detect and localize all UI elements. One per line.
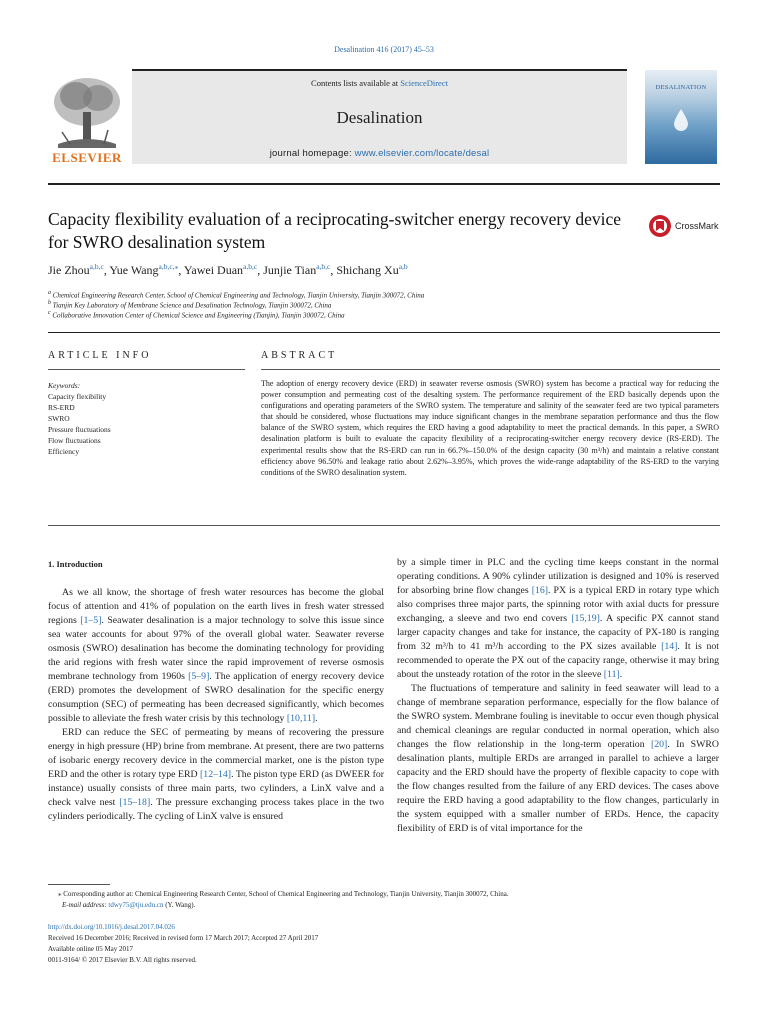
info-rule (48, 369, 245, 370)
footnote (48, 889, 728, 911)
affiliation-line (48, 310, 728, 319)
journal-reference-link[interactable]: Desalination 416 (2017) 45–53 (334, 45, 434, 54)
abstract-bottom-rule (48, 525, 720, 526)
available-online: Available online 05 May 2017 (48, 945, 134, 953)
citation-link[interactable]: [16] (531, 585, 549, 596)
body-text: The fluctuations of temperature and salinity in feed seawater will lead to a change of membrane separation performance, especially for the flow balance of the SWRO system. Membrane fouling is inevitable to occur even though physical and chemical cleanings are regular conducted in normal operation, which also changes the flow relationship in the long-term operation (397, 683, 719, 750)
keyword-item: RS-ERD (48, 403, 75, 412)
citation-link[interactable]: [10,11] (286, 713, 316, 724)
author-name[interactable]: Yawei Duan (183, 263, 244, 277)
body-text: . A specific PX cannot stand larger capacity changes and take for instance, the capacity of PX-180 is ranging from 32 m³/h to 41 m³/h according to the PX sizes available (397, 613, 719, 652)
affiliation-text: Collaborative Innovation Center of Chemical Science and Engineering (Tianjin), Tianjin 300072, China (52, 311, 345, 320)
citation-link[interactable]: [1–5] (80, 615, 102, 626)
affiliation-text: Chemical Engineering Research Center, School of Chemical Engineering and Technology, Tianjin University, Tianjin 300072, China (52, 291, 425, 300)
contents-line (132, 78, 627, 88)
crossmark-icon[interactable] (648, 214, 672, 238)
body-text: . In SWRO desalination plants, multiple ERDs are arranged in parallel to achieve a larger capacity and the ERD should have the property of flexible capacity to cope with the flow changes resulted from the failure of any ERD devices. The cases above require the ERD having a good adaptability to the flow changes, particularly in the system equipped with a smaller number of ERDs. Hence, the capacity flexibility of ERD is of vital importance for the (397, 739, 719, 834)
affiliation-line (48, 300, 728, 309)
keywords-block (48, 380, 243, 457)
body-column-left (48, 586, 384, 824)
body-text: . It is not recommended to operate the PX out of the capacity range, otherwise it may bring about the unsteady rotation of the rotor in the sleeve (397, 641, 719, 680)
received-dates: Received 16 December 2016; Received in revised form 17 March 2017; Accepted 27 April 2017 (48, 934, 319, 942)
footnote-text: Corresponding author at: Chemical Engineering Research Center, School of Chemical Engineering and Technology, Tianjin University, Tianjin 300072, China. (63, 890, 509, 898)
water-drop-icon (672, 108, 690, 132)
keyword-item: Capacity flexibility (48, 392, 107, 401)
header-bottom-rule (48, 183, 720, 185)
section-heading: 1. Introduction (48, 559, 103, 569)
keyword-item: SWRO (48, 414, 70, 423)
article-footer (48, 922, 728, 966)
citation-link[interactable]: [15–18] (119, 797, 151, 808)
body-text: . The application of energy recovery device (ERD) promotes the development of SWRO desalination for the specific energy consumption (SEC) of permeating has been decreased significantly, which becomes possible to alleviate the fresh water crisis by this technology (48, 671, 384, 724)
body-text: . Seawater desalination is a major technology to solve this issue since sea water accounts for about 97% of the overall global water. Seawater reverse osmosis (SWRO) desalination has become the dominating technology for providing the arid regions with fresh water since the rapid improvement of reverse osmosis membrane technology from 1960s (48, 615, 384, 682)
journal-name: Desalination (336, 108, 423, 127)
author-name[interactable]: Shichang Xu (336, 263, 399, 277)
cover-title: DESALINATION (655, 84, 707, 91)
footnote-mark: ⁎ (58, 890, 62, 898)
citation-link[interactable]: [12–14] (200, 769, 232, 780)
email-suffix: (Y. Wang). (163, 901, 196, 909)
corresponding-author-note (48, 889, 728, 900)
article-title: Capacity flexibility evaluation of a reciprocating-switcher energy recovery device for SWRO desalination system (48, 209, 622, 252)
citation-link[interactable]: [15,19] (571, 613, 600, 624)
author-affiliation-marks[interactable]: a,b,c (89, 262, 104, 271)
body-paragraph (397, 556, 719, 682)
sciencedirect-link[interactable]: ScienceDirect (400, 78, 448, 88)
email-link[interactable]: tdwy75@tju.edu.cn (108, 901, 164, 909)
author-list (48, 262, 728, 278)
author-affiliation-marks[interactable]: a,b (398, 262, 408, 271)
body-paragraph (397, 682, 719, 836)
affiliation-mark: b (48, 300, 51, 306)
body-column-right (397, 556, 719, 836)
body-text: As we all know, the shortage of fresh water resources has become the global focus of attention and 41% of population on the earth lives in fresh water stressed regions (48, 587, 384, 626)
body-text: . The pressure exchanging process takes place in the two cylinders periodically. The cycling of LinX valve is ensured (48, 797, 385, 822)
body-text: ERD can reduce the SEC of permeating by means of recovering the pressure energy in high pressure (HP) brine from membrane. At present, there are two patterns of isobaric energy recovery device in the commercial market, one is the piston type ERD and the other is rotary type ERD (48, 727, 384, 780)
affiliation-line (48, 290, 728, 299)
abstract-text: The adoption of energy recovery device (ERD) in seawater reverse osmosis (SWRO) system has become a practical way for reducing the power consumption and permeating cost of the desalting system. The performance requirement of the ERD basically depends upon the configurations and operating parameters of the SWRO system. The temperature and salinity of the seawater feed are two typical parameters that should be considered, whose fluctuations may induce significant changes in the membrane separation performance and thus the flow balance of the SWRO system, which requires the ERD having a good adaptability to meet the practical demands. In this paper, a SWRO desalination platform is built to evaluate the capacity flexibility of a reciprocating-switcher energy recovery device (RS-ERD). The experimental results show that the RS-ERD can run in 66.7%–150.0% of the design capacity (30 m³/h) and maintain a relative constant efficiency above 96.50% and leakage ratio about 2.62%–3.95%, which proves the wide-range adaptability of the RS-ERD to the varying conditions of the SWRO desalination system. (261, 379, 719, 477)
body-text: . The piston type ERD (as DWEER for instance) usually consists of three main parts, two cylinders, a LinX valve and a check valve nest (48, 769, 384, 808)
affiliation-text: Tianjin Key Laboratory of Membrane Science and Desalination Technology, Tianjin 300072, China (52, 301, 332, 310)
author-affiliation-marks[interactable]: a,b,c (243, 262, 258, 271)
body-text: . PX is a typical ERD in rotary type which also comprises three major parts, the spinning rotor with axial ducts for pressure exchanging, a sleeve and two end covers (397, 585, 719, 624)
body-paragraph (48, 726, 384, 824)
homepage-link[interactable]: www.elsevier.com/locate/desal (354, 148, 490, 159)
keywords-label: Keywords: (48, 381, 81, 390)
author-separator: , (330, 263, 337, 277)
keyword-item: Flow fluctuations (48, 436, 101, 445)
author-separator: , (178, 263, 184, 277)
citation-link[interactable]: [11] (603, 669, 620, 680)
author-separator: , (257, 263, 264, 277)
author-affiliation-marks[interactable]: a,b,c (316, 262, 331, 271)
section-rule (48, 332, 720, 333)
article-info-heading: ARTICLE INFO (48, 350, 152, 361)
author-name[interactable]: Yue Wang (109, 263, 159, 277)
crossmark-label[interactable]: CrossMark (675, 221, 719, 231)
affiliation-mark: a (48, 290, 51, 296)
email-label: E-mail address: (62, 901, 109, 909)
author-name[interactable]: Jie Zhou (48, 263, 90, 277)
body-text: by a simple timer in PLC and the cycling time keeps constant in the normal operating conditions. A 90% cylinder utilization is designed and 10% is reserved for absorbing brine flow changes (397, 557, 719, 596)
keyword-item: Pressure fluctuations (48, 425, 111, 434)
abstract-heading: ABSTRACT (261, 350, 338, 361)
author-name[interactable]: Junjie Tian (263, 263, 317, 277)
affiliation-mark: c (48, 310, 51, 316)
footnote-rule (48, 884, 110, 885)
body-text: . (315, 713, 318, 724)
author-affiliation-marks[interactable]: a,b,c,⁎ (158, 262, 179, 271)
citation-link[interactable]: [20] (650, 739, 668, 750)
abstract-rule (261, 369, 720, 370)
body-paragraph (48, 586, 384, 726)
copyright-line: 0011-9164/ © 2017 Elsevier B.V. All rights reserved. (48, 956, 197, 964)
elsevier-wordmark: ELSEVIER (52, 150, 122, 165)
body-text: . (619, 669, 623, 680)
journal-homepage-line (132, 148, 627, 159)
doi-link[interactable]: http://dx.doi.org/10.1016/j.desal.2017.04.026 (48, 923, 175, 931)
email-line (48, 900, 728, 911)
homepage-label: journal homepage: (269, 148, 355, 159)
contents-prefix: Contents lists available at (311, 78, 401, 88)
header-top-rule (132, 69, 627, 71)
author-separator: , (103, 263, 110, 277)
keyword-item: Efficiency (48, 447, 80, 456)
citation-link[interactable]: [5–9] (188, 671, 210, 682)
citation-link[interactable]: [14] (661, 641, 678, 652)
